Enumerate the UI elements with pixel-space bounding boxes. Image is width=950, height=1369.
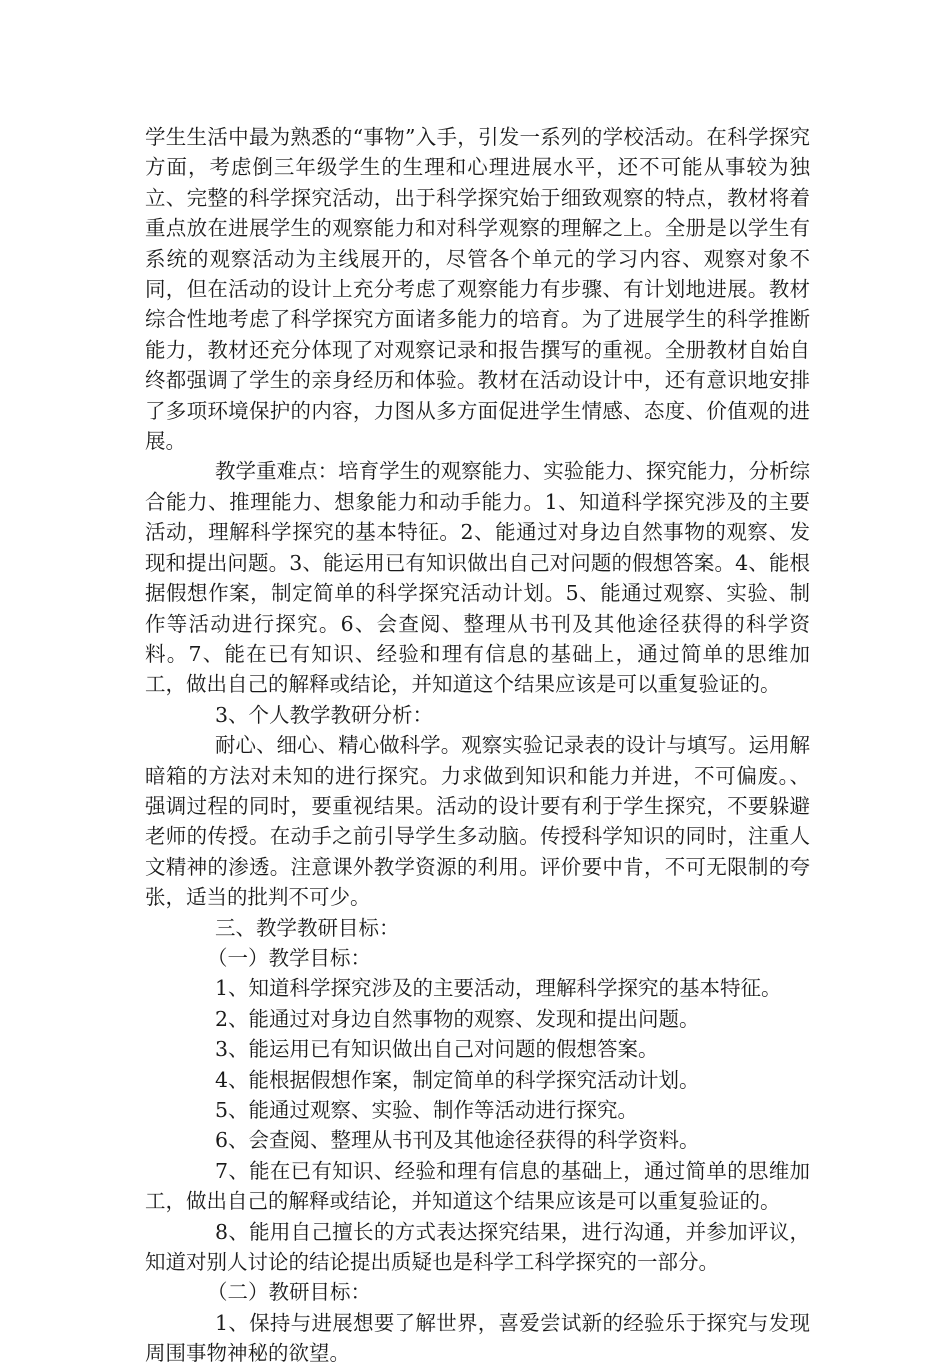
objective-item-3: 3、能运用已有知识做出自己对问题的假想答案。	[215, 1037, 659, 1062]
objective-item-8: 8、能用自己擅长的方式表达探究结果，进行沟通，并参加评议，知道对别人讨论的结论提出质疑也是科学工科学探究的一部分。	[145, 1219, 810, 1275]
intro-paragraph: 学生生活中最为熟悉的“事物”入手，引发一系列的学校活动。在科学探究方面，考虑倒三年级学生的生理和心理进展水平，还不可能从事较为独立、完整的科学探究活动，出于科学探究始于细致观察的特点，教材将着重点放在进展学生的观察能力和对科学观察的理解之上。全册是以学生有系统的观察活动为主线展开的，尽管各个单元的学习内容、观察对象不同，但在活动的设计上充分考虑了观察能力有步骤、有计划地进展。教材综合性地考虑了科学探究方面诸多能力的培育。为了进展学生的科学推断能力，教材还充分体现了对观察记录和报告撰写的重视。全册教材自始自终都强调了学生的亲身经历和体验。教材在活动设计中，还有意识地安排了多项环境保护的内容，力图从多方面促进学生情感、态度、价值观的进展。	[145, 125, 810, 454]
subheading-research-objectives: （二）教研目标：	[207, 1280, 371, 1305]
subheading-teaching-objectives: （一）教学目标：	[207, 945, 371, 970]
document-body	[145, 122, 810, 1369]
objective-item-1: 1、知道科学探究涉及的主要活动，理解科学探究的基本特征。	[215, 976, 782, 1001]
section-heading-personal-analysis: 3、个人教学教研分析：	[215, 702, 434, 727]
objective-item-2: 2、能通过对身边自然事物的观察、发现和提出问题。	[215, 1006, 700, 1031]
objective-item-6: 6、会查阅、整理从书刊及其他途径获得的科学资料。	[215, 1128, 700, 1153]
objective-item-4: 4、能根据假想作案，制定简单的科学探究活动计划。	[215, 1067, 700, 1092]
objective-item-7: 7、能在已有知识、经验和理有信息的基础上，通过简单的思维加工，做出自己的解释或结论，并知道这个结果应该是可以重复验证的。	[145, 1158, 810, 1214]
key-difficulties-paragraph: 教学重难点：培育学生的观察能力、实验能力、探究能力，分析综合能力、推理能力、想象能力和动手能力。1、知道科学探究涉及的主要活动，理解科学探究的基本特征。2、能通过对身边自然事物的观察、发现和提出问题。3、能运用已有知识做出自己对问题的假想答案。4、能根据假想作案，制定简单的科学探究活动计划。5、能通过观察、实验、制作等活动进行探究。6、会查阅、整理从书刊及其他途径获得的科学资料。7、能在已有知识、经验和理有信息的基础上，通过简单的思维加工，做出自己的解释或结论，并知道这个结果应该是可以重复验证的。	[145, 459, 810, 697]
objective-item-5: 5、能通过观察、实验、制作等活动进行探究。	[215, 1098, 639, 1122]
section-heading-objectives: 三、教学教研目标：	[215, 915, 400, 940]
personal-analysis-paragraph: 耐心、细心、精心做科学。观察实验记录表的设计与填写。运用解暗箱的方法对未知的进行探究。力求做到知识和能力并进，不可偏废。、强调过程的同时，要重视结果。活动的设计要有利于学生探究，不要躲避老师的传授。在动手之前引导学生多动脑。传授科学知识的同时，注重人文精神的渗透。注意课外教学资源的利用。评价要中肯，不可无限制的夸张，适当的批判不可少。	[145, 733, 810, 910]
research-objective-item-1: 1、保持与进展想要了解世界，喜爱尝试新的经验乐于探究与发现周围事物神秘的欲望。	[145, 1310, 810, 1366]
